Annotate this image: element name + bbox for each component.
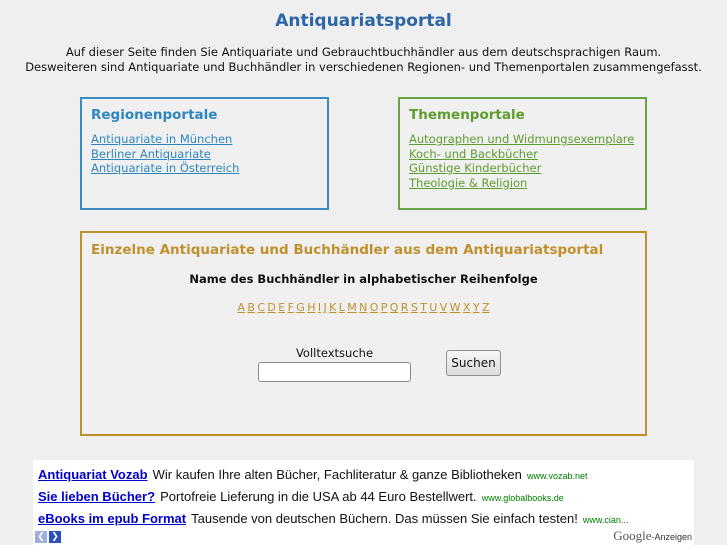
link-theologie-religion[interactable]: Theologie & Religion [409,175,528,190]
letter-link[interactable]: W [449,301,461,314]
link-antiquariate-oesterreich[interactable]: Antiquariate in Österreich [91,161,240,175]
ad-url[interactable]: www.vozab.net [527,471,588,481]
ad-row [38,508,628,527]
ad-row [38,486,564,505]
alphabet-links [82,301,645,314]
ad-url[interactable]: www.cian... [582,515,629,525]
letter-link[interactable]: Z [481,301,490,314]
chevron-left-icon[interactable]: ❮ [35,531,47,543]
search-input[interactable] [258,362,411,382]
link-berliner-antiquariate[interactable]: Berliner Antiquariate [91,146,211,161]
letter-link[interactable]: H [307,301,316,314]
haendler-title: Einzelne Antiquariate und Buchhändler aus dem Antiquariatsportal [91,242,604,258]
letter-link[interactable]: C [257,301,266,314]
regionenportale-title: Regionenportale [91,107,218,123]
themenportale-box [398,97,647,210]
themenportale-title: Themenportale [409,107,525,123]
link-koch-backbuecher[interactable]: Koch- und Backbücher [409,146,538,161]
letter-link[interactable]: O [369,301,379,314]
letter-link[interactable]: V [439,301,448,314]
letter-link[interactable]: A [237,301,246,314]
search-button[interactable]: Suchen [446,350,501,376]
ad-title-link[interactable]: Sie lieben Bücher? [38,489,156,504]
letter-link[interactable]: L [338,301,345,314]
letter-link[interactable]: P [380,301,388,314]
letter-link[interactable]: M [347,301,357,314]
letter-link[interactable]: D [267,301,276,314]
letter-link[interactable]: Y [472,301,480,314]
ad-credit-label: -Anzeigen [651,532,692,542]
alphabet-heading: Name des Buchhändler in alphabetischer Reihenfolge [189,272,538,286]
intro-line-1: Auf dieser Seite finden Sie Antiquariate und Gebrauchtbuchhändler aus dem deutschsprachigen Raum. [65,45,662,59]
search-label: Volltextsuche [295,346,374,360]
link-autographen[interactable]: Autographen und Widmungsexemplare [409,132,635,146]
haendler-box [80,231,647,436]
letter-link[interactable]: Q [389,301,399,314]
regionenportale-box [80,97,329,210]
chevron-right-icon[interactable]: ❯ [49,531,61,543]
letter-link[interactable]: E [278,301,286,314]
ad-text: Tausende von deutschen Büchern. Das müssen Sie einfach testen! [191,511,578,526]
letter-link[interactable]: X [462,301,471,314]
intro-text [0,45,727,75]
intro-line-2: Desweiteren sind Antiquariate und Buchhändler in verschiedenen Regionen- und Themenportalen zusammengefasst. [25,60,702,74]
ad-title-link[interactable]: Antiquariat Vozab [38,467,148,482]
letter-link[interactable]: F [287,301,294,314]
ad-text: Portofreie Lieferung in die USA ab 44 Euro Bestellwert. [160,489,477,504]
ad-url[interactable]: www.globalbooks.de [481,493,564,503]
google-logo: Google [613,528,652,543]
letter-link[interactable]: N [359,301,368,314]
letter-link[interactable]: J [323,301,327,314]
link-kinderbuecher[interactable]: Günstige Kinderbücher [409,161,542,175]
letter-link[interactable]: U [429,301,438,314]
letter-link[interactable]: R [400,301,409,314]
ad-navigation [35,531,61,543]
site-title: Antiquariatsportal [275,11,452,31]
ad-text: Wir kaufen Ihre alten Bücher, Fachliteratur & ganze Bibliotheken [152,467,522,482]
letter-link[interactable]: T [420,301,427,314]
letter-link[interactable]: S [410,301,418,314]
letter-link[interactable]: K [329,301,337,314]
link-antiquariate-muenchen[interactable]: Antiquariate in München [91,132,233,146]
letter-link[interactable]: G [296,301,305,314]
ad-row [38,464,588,483]
letter-link[interactable]: B [247,301,255,314]
ad-credit[interactable] [613,528,692,544]
letter-link[interactable]: I [317,301,322,314]
ad-title-link[interactable]: eBooks im epub Format [38,511,187,526]
google-ads-block [33,460,694,545]
